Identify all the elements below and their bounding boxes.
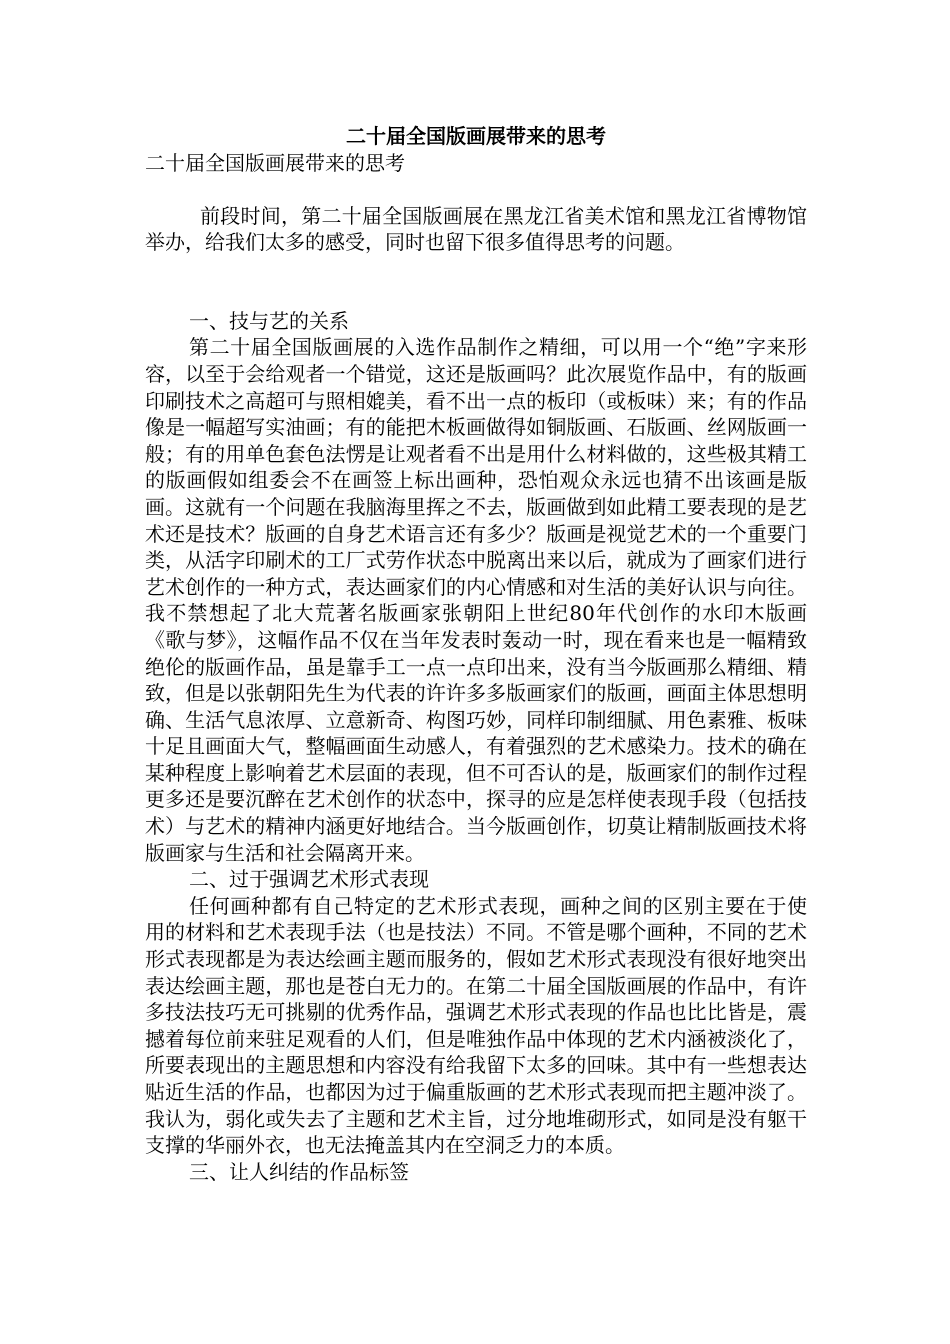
section-2-paragraph: 任何画种都有自己特定的艺术形式表现，画种之间的区别主要在于使用的材料和艺术表现手法（也是技法）不同。不管是哪个画种，不同的艺术形式表现都是为表达绘画主题而服务的，假如艺术形式表现没有很好地突出表达绘画主题，那也是苍白无力的。在第二十届全国版画展的作品中，有许多技法技巧无可挑剔的优秀作品，强调艺术形式表现的作品也比比皆是，震撼着每位前来驻足观看的人们，但是唯独作品中体现的艺术内涵被淡化了，所要表现出的主题思想和内容没有给我留下太多的回味。其中有一些想表达贴近生活的作品，也都因为过于偏重版画的艺术形式表现而把主题冲淡了。我认为，弱化或失去了主题和艺术主旨，过分地堆砌形式，如同是没有躯干支撑的华丽外衣，也无法掩盖其内在空洞乏力的本质。 — [145, 893, 807, 1158]
intro-paragraph: 前段时间，第二十届全国版画展在黑龙江省美术馆和黑龙江省博物馆举办，给我们太多的感受，同时也留下很多值得思考的问题。 — [145, 203, 807, 255]
section-1-heading: 一、技与艺的关系 — [189, 308, 349, 333]
section-2-heading: 二、过于强调艺术形式表现 — [189, 867, 429, 892]
section-3-heading: 三、让人纠结的作品标签 — [189, 1159, 409, 1184]
article-body — [145, 308, 807, 1186]
section-1-paragraph: 第二十届全国版画展的入选作品制作之精细，可以用一个“绝”字来形容，以至于会给观者一个错觉，这还是版画吗？此次展览作品中，有的版画印刷技术之高超可与照相媲美，看不出一点的板印（或板味）来；有的作品像是一幅超写实油画；有的能把木板画做得如铜版画、石版画、丝网版画一般；有的用单色套色法愣是让观者看不出是用什么材料做的，这些极其精工的版画假如组委会不在画签上标出画种，恐怕观众永远也猜不出该画是版画。这就有一个问题在我脑海里挥之不去，版画做到如此精工要表现的是艺术还是技术？版画的自身艺术语言还有多少？版画是视觉艺术的一个重要门类，从活字印刷术的工厂式劳作状态中脱离出来以后，就成为了画家们进行艺术创作的一种方式，表达画家们的内心情感和对生活的美好认识与向往。我不禁想起了北大荒著名版画家张朝阳上世纪80年代创作的水印木版画《歌与梦》，这幅作品不仅在当年发表时轰动一时，现在看来也是一幅精致绝伦的版画作品，虽是靠手工一点一点印出来，没有当今版画那么精细、精致，但是以张朝阳先生为代表的许许多多版画家们的版画，画面主体思想明确、生活气息浓厚、立意新奇、构图巧妙，同样印制细腻、用色素雅、板味十足且画面大气，整幅画面生动感人，有着强烈的艺术感染力。技术的确在某种程度上影响着艺术层面的表现，但不可否认的是，版画家们的制作过程更多还是要沉醉在艺术创作的状态中，探寻的应是怎样使表现手段（包括技术）与艺术的精神内涵更好地结合。当今版画创作，切莫让精制版画技术将版画家与生活和社会隔离开来。 — [145, 335, 807, 865]
document-page — [145, 122, 807, 1185]
document-title: 二十届全国版画展带来的思考 — [346, 124, 606, 148]
document-subtitle: 二十届全国版画展带来的思考 — [145, 151, 405, 175]
